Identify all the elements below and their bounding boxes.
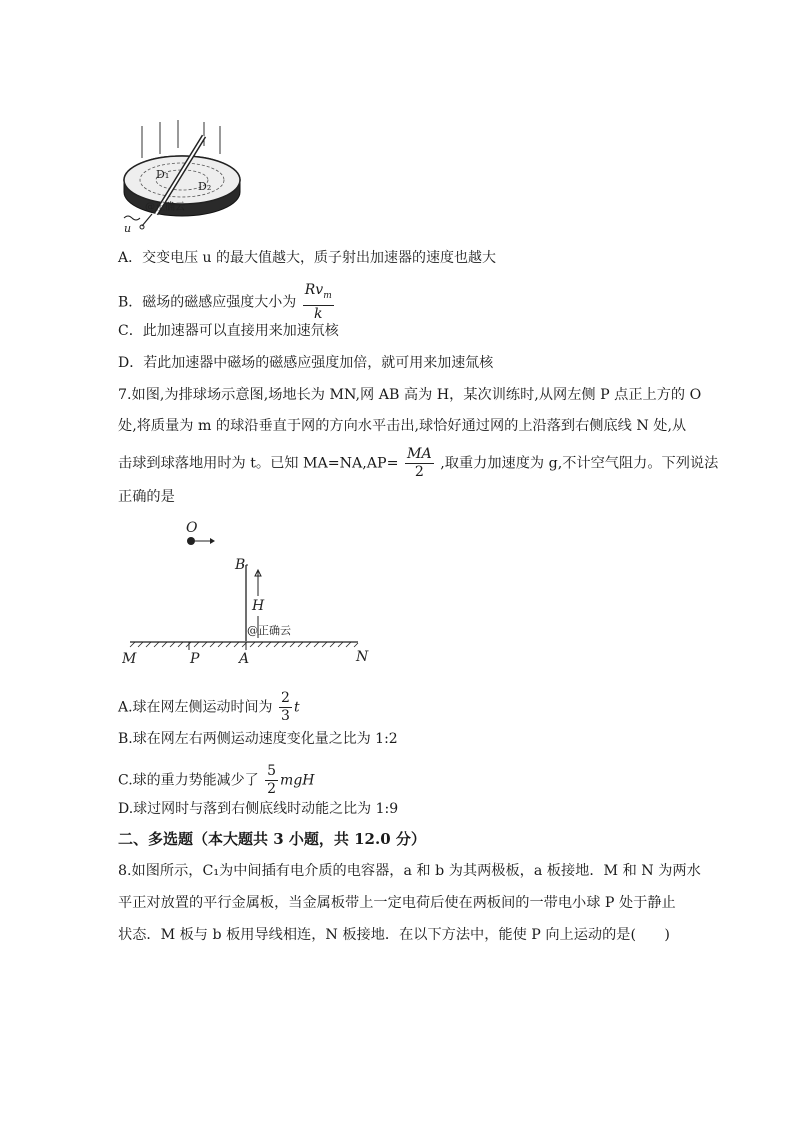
a-label: A [239,651,250,667]
u-label: u [124,222,132,235]
q6-option-b-den: k [314,305,323,322]
q6-option-b-num-sub: m [323,290,332,301]
q7-line-3 [118,446,718,481]
q6-option-b-text: B．磁场的磁感应强度大小为 [118,294,297,311]
d2-label: D₂ [198,180,212,193]
h-label: H [252,598,265,614]
q8-line-3: 状态．M 板与 b 板用导线相连，N 板接地．在以下方法中，能使 P 向上运动的是( ) [118,927,670,943]
q7-option-a-fraction [279,690,292,725]
q7-option-a [118,690,300,725]
q7-fraction-num: MA [407,446,432,462]
q7-option-d: D.球过网时与落到右侧底线时动能之比为 1:9 [118,801,399,817]
q7-line-2: 处,将质量为 m 的球沿垂直于网的方向水平击出,球恰好通过网的上沿落到右侧底线 N 处,从 [118,418,687,434]
d1-label: D₁ [156,168,170,181]
q7-line-3-a: 击球到球落地用时为 t。已知 MA=NA,AP= [118,455,399,472]
cyclotron-figure [112,118,252,236]
q7-option-c-suffix: mgH [280,772,315,789]
n-label: N [356,649,369,665]
q7-option-a-num: 2 [281,690,290,706]
q7-fraction-den: 2 [414,464,424,480]
q6-option-d: D．若此加速器中磁场的磁感应强度加倍，就可用来加速氚核 [118,355,494,371]
q7-line-1: 7.如图,为排球场示意图,场地长为 MN,网 AB 高为 H，某次训练时,从网左侧 P 点正上方的 O [118,387,702,403]
section-title: 二、多选题（本大题共 3 小题，共 12.0 分） [118,830,426,848]
p-label: P [190,651,200,667]
m-label: M [122,651,137,667]
q6-option-b-fraction [303,282,334,323]
watermark: @正确云 [145,202,185,213]
q7-option-c-num: 5 [267,763,277,779]
q7-fraction [405,446,434,481]
q8-line-2: 平正对放置的平行金属板，当金属板带上一定电荷后使在两板间的一带电小球 P 处于静止 [118,895,676,911]
q6-option-b [118,282,336,323]
q7-line-4: 正确的是 [118,489,175,505]
watermark-2: @正确云 [247,624,291,637]
q7-option-c [118,763,315,798]
q7-line-3-b: ,取重力加速度为 g,不计空气阻力。下列说法 [440,455,719,472]
q6-option-a: A．交变电压 u 的最大值越大，质子射出加速器的速度也越大 [118,250,497,266]
q7-option-c-den: 2 [267,781,277,797]
b-label: B [235,557,246,573]
o-label: O [186,520,198,536]
q7-option-c-text: C.球的重力势能减少了 [118,772,259,789]
q7-option-a-text: A.球在网左侧运动时间为 [118,699,273,716]
q6-option-c: C．此加速器可以直接用来加速氘核 [118,323,339,339]
q7-option-a-suffix: t [293,699,300,716]
q7-option-c-fraction [265,763,278,798]
volleyball-court-figure [122,518,372,668]
q8-line-1: 8.如图所示，C₁为中间插有电介质的电容器，a 和 b 为其两极板，a 板接地．M 和 N 为两水 [118,863,701,879]
q7-option-b: B.球在网左右两侧运动速度变化量之比为 1:2 [118,731,398,747]
q6-option-b-num: Rv [304,282,324,298]
q7-option-a-den: 3 [281,708,290,724]
